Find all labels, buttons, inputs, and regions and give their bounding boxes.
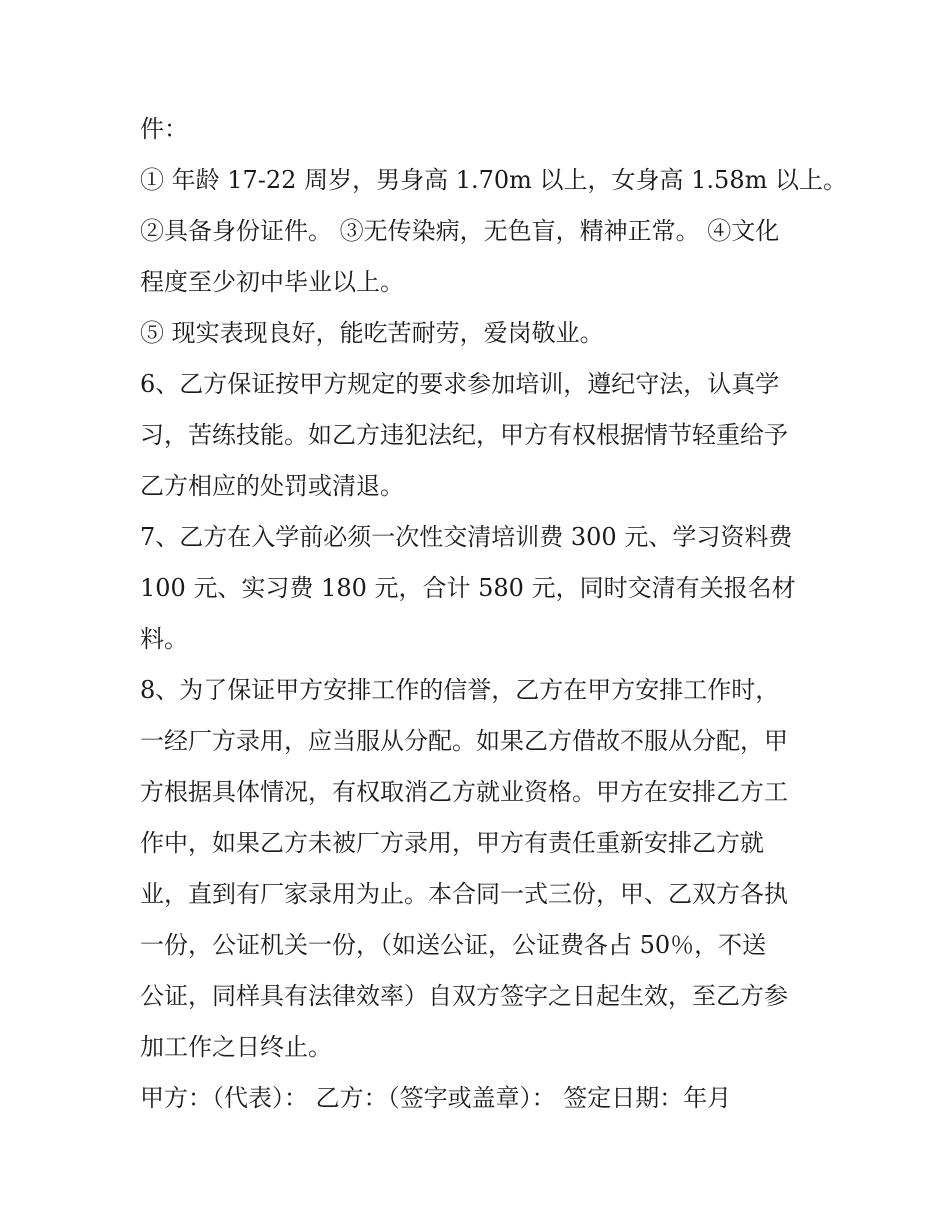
text-line-condition-age-height: ① 年龄 17-22 周岁，男身高 1.70m 以上，女身高 1.58m 以上。: [140, 166, 847, 194]
text-line-clause-8-f: 一份，公证机关一份，（如送公证，公证费各占 50％，不送: [140, 931, 767, 959]
text-line-clause-6-a: 6、乙方保证按甲方规定的要求参加培训，遵纪守法，认真学: [140, 370, 780, 398]
contract-text: [140, 104, 847, 1124]
text-line-clause-7-c: 料。: [140, 625, 188, 653]
text-line-clause-8-c: 方根据具体情况，有权取消乙方就业资格。甲方在安排乙方工: [140, 778, 788, 806]
text-line-clause-7-a: 7、乙方在入学前必须一次性交清培训费 300 元、学习资料费: [140, 523, 793, 551]
text-line-clause-8-h: 加工作之日终止。: [140, 1033, 332, 1061]
text-line-clause-8-d: 作中，如果乙方未被厂方录用，甲方有责任重新安排乙方就: [140, 829, 764, 857]
text-line-clause-6-b: 习，苦练技能。如乙方违犯法纪，甲方有权根据情节轻重给予: [140, 421, 788, 449]
text-line-clause-6-c: 乙方相应的处罚或清退。: [140, 472, 404, 500]
text-line-clause-8-a: 8、为了保证甲方安排工作的信誉，乙方在甲方安排工作时，: [140, 676, 780, 704]
text-line-clause-8-g: 公证，同样具有法律效率）自双方签字之日起生效，至乙方参: [140, 982, 788, 1010]
text-line-condition-conduct: ⑤ 现实表现良好，能吃苦耐劳，爱岗敬业。: [140, 319, 604, 347]
text-line-condition-id-health: ②具备身份证件。 ③无传染病，无色盲，精神正常。 ④文化: [140, 217, 780, 245]
text-line-clause-8-e: 业，直到有厂家录用为止。本合同一式三份，甲、乙双方各执: [140, 880, 788, 908]
text-line-condition-education: 程度至少初中毕业以上。: [140, 268, 404, 296]
text-line-clause-8-b: 一经厂方录用，应当服从分配。如果乙方借故不服从分配，甲: [140, 727, 788, 755]
text-line-continuation: 件：: [140, 115, 188, 143]
text-line-signature: 甲方：（代表）： 乙方：（签字或盖章）： 签定日期：年月: [140, 1084, 732, 1112]
text-line-clause-7-b: 100 元、实习费 180 元，合计 580 元，同时交清有关报名材: [140, 574, 796, 602]
